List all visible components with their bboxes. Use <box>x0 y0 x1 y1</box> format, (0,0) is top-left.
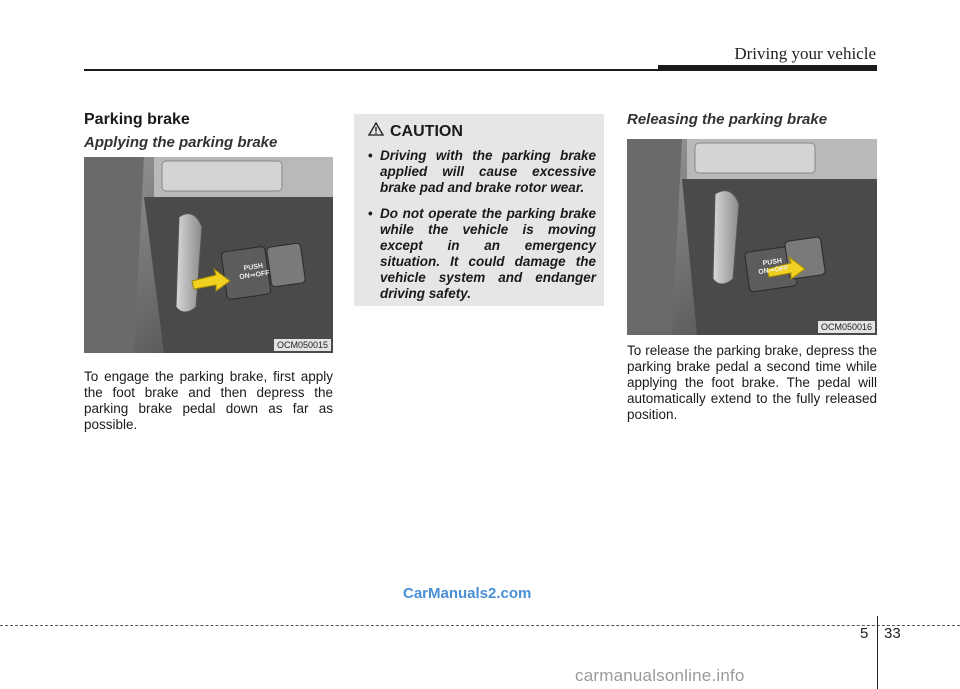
parking-brake-pedal-illustration <box>84 157 333 353</box>
subheading-applying: Applying the parking brake <box>84 134 278 151</box>
caution-list <box>366 148 596 312</box>
page-divider <box>877 616 878 689</box>
image-code-label: OCM050015 <box>274 339 331 351</box>
caution-item: • Do not operate the parking brake while the vehicle is moving except in an emergency situation. It could damage the vehicle system and endanger driving safety. <box>366 206 596 302</box>
page-number: 33 <box>884 625 901 642</box>
caution-title: CAUTION <box>390 122 463 140</box>
applying-brake-photo <box>84 157 333 353</box>
subheading-releasing: Releasing the parking brake <box>627 111 828 128</box>
page-header-title: Driving your vehicle <box>734 44 876 63</box>
pedal-label-text: PUSH ON⇒OFF <box>238 262 271 282</box>
image-code-label: OCM050016 <box>818 321 875 333</box>
releasing-brake-instructions: To release the parking brake, depress the parking brake pedal a second time while applying the foot brake. The pedal will automatically extend to the fully released position. <box>627 343 877 422</box>
warning-triangle-icon <box>368 122 384 141</box>
chapter-number: 5 <box>860 625 869 642</box>
pedal-label-text: PUSH ON⇒OFF <box>757 257 790 277</box>
caution-box <box>354 114 604 306</box>
watermark-link[interactable]: CarManuals2.com <box>403 585 532 602</box>
releasing-brake-photo <box>627 139 877 335</box>
section-heading: Parking brake <box>84 111 190 128</box>
footer-brand[interactable]: carmanualsonline.info <box>575 666 745 685</box>
footer-dashed-rule <box>0 625 960 626</box>
header-rule-thick <box>658 65 877 71</box>
parking-brake-pedal-illustration <box>627 139 877 335</box>
applying-brake-instructions: To engage the parking brake, first apply the foot brake and then depress the parking brake pedal down as far as possible. <box>84 369 333 432</box>
caution-header <box>368 122 463 141</box>
caution-item: • Driving with the parking brake applied will cause excessive brake pad and brake rotor wear. <box>366 148 596 196</box>
header-rule-thin <box>84 69 660 71</box>
